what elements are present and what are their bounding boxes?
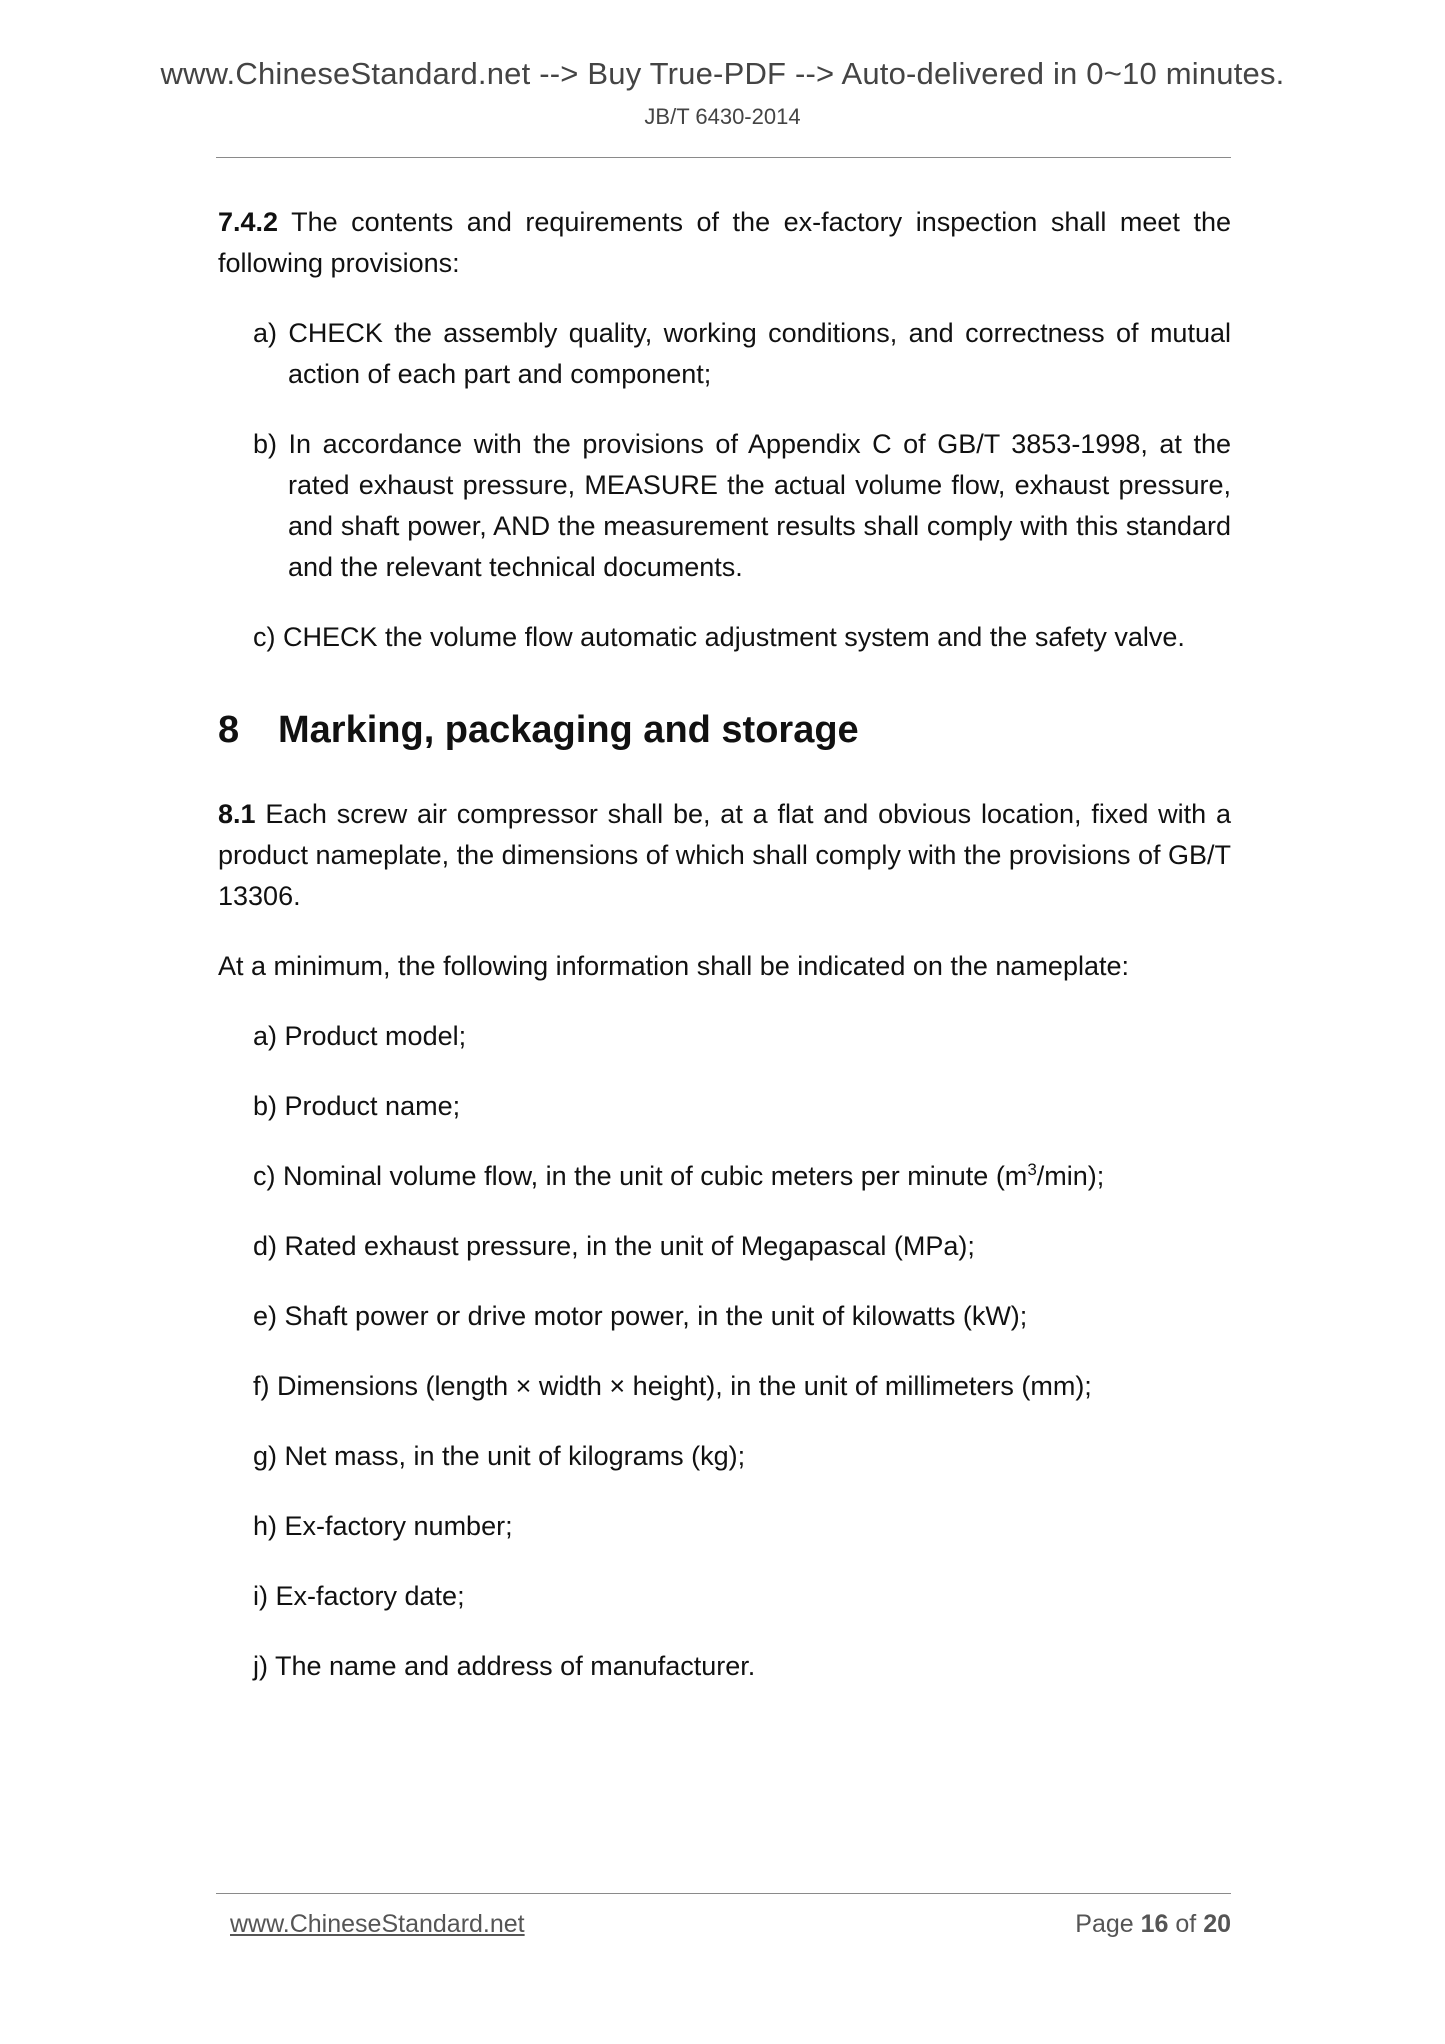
list-item-a: a) CHECK the assembly quality, working conditions, and correctness of mutual action of each part and component; <box>253 318 1231 389</box>
clause-text: The contents and requirements of the ex-factory inspection shall meet the following provisions: <box>218 207 1231 278</box>
document-code: JB/T 6430-2014 <box>644 104 801 129</box>
list-item-b: b) In accordance with the provisions of Appendix C of GB/T 3853-1998, at the rated exhaust pressure, MEASURE the actual volume flow, exhaust pressure, and shaft power, AND the measurement results shall comply with this standard and the relevant technical documents. <box>253 429 1231 582</box>
nameplate-item-g: g) Net mass, in the unit of kilograms (kg); <box>253 1441 746 1471</box>
nameplate-item-j: j) The name and address of manufacturer. <box>253 1651 756 1681</box>
nameplate-intro: At a minimum, the following information shall be indicated on the nameplate: <box>218 951 1129 981</box>
nameplate-item-c-unit: /min); <box>1036 1161 1105 1191</box>
clause-text: Each screw air compressor shall be, at a flat and obvious location, fixed with a product nameplate, the dimensions of which shall comply with the provisions of GB/T 13306. <box>218 799 1231 911</box>
footer-website-link[interactable]: www.ChineseStandard.net <box>230 1910 525 1938</box>
page-content <box>218 202 1231 1687</box>
clause-number: 7.4.2 <box>218 207 279 237</box>
clause-8-1 <box>218 794 1231 917</box>
nameplate-item-c-text: c) Nominal volume flow, in the unit of cubic meters per minute (m <box>253 1161 1028 1191</box>
header-title: www.ChineseStandard.net --> Buy True-PDF --> Auto-delivered in 0~10 minutes. <box>160 56 1285 91</box>
section-heading-8 <box>218 706 1231 754</box>
nameplate-item-a: a) Product model; <box>253 1021 467 1051</box>
page-separator: of <box>1168 1910 1204 1938</box>
section-title: Marking, packaging and storage <box>278 709 859 751</box>
superscript-3: 3 <box>1027 1160 1037 1179</box>
header-divider <box>216 157 1231 158</box>
clause-7-4-2 <box>218 202 1231 284</box>
list-item-c: c) CHECK the volume flow automatic adjustment system and the safety valve. <box>253 622 1185 652</box>
nameplate-item-f: f) Dimensions (length × width × height), in the unit of millimeters (mm); <box>253 1371 1092 1401</box>
footer-divider <box>216 1893 1231 1894</box>
page-number <box>1075 1910 1231 1939</box>
nameplate-item-b: b) Product name; <box>253 1091 461 1121</box>
nameplate-item-e: e) Shaft power or drive motor power, in the unit of kilowatts (kW); <box>253 1301 1028 1331</box>
total-pages: 20 <box>1203 1910 1231 1938</box>
nameplate-item-i: i) Ex-factory date; <box>253 1581 465 1611</box>
nameplate-item-h: h) Ex-factory number; <box>253 1511 513 1541</box>
nameplate-item-c <box>218 1156 1231 1197</box>
clause-number: 8.1 <box>218 799 256 829</box>
page-prefix: Page <box>1075 1910 1141 1938</box>
section-number: 8 <box>218 709 240 751</box>
nameplate-item-d: d) Rated exhaust pressure, in the unit of Megapascal (MPa); <box>253 1231 975 1261</box>
current-page: 16 <box>1140 1910 1169 1938</box>
